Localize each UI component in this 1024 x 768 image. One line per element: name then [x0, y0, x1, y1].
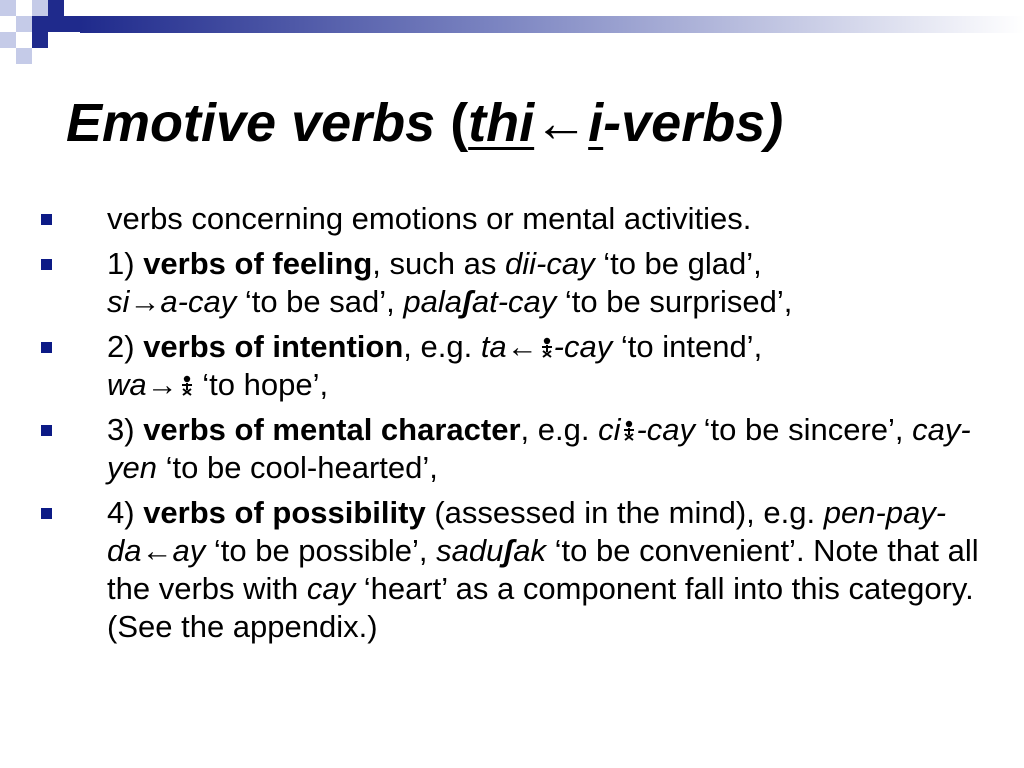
- bullet-item-5: [40, 494, 980, 646]
- deco-square: [48, 16, 64, 32]
- example-word-part: si: [107, 284, 130, 319]
- square-bullet-icon: [41, 425, 52, 436]
- example-word-part: a-cay: [160, 284, 237, 319]
- gloss-text: ‘heart’ as a component fall into this category. (See the appendix.): [107, 571, 974, 644]
- left-arrow-icon: ←: [506, 329, 538, 364]
- special-glyph-icon: ʃ: [461, 284, 472, 319]
- bullet-heading: verbs of intention: [143, 329, 404, 364]
- special-symbol-icon: [620, 420, 636, 442]
- example-word: [436, 533, 546, 568]
- deco-square: [0, 0, 16, 16]
- gloss-text: ‘to be convenient’. Note that all the verbs with: [107, 533, 979, 606]
- example-word: [481, 329, 612, 364]
- example-word: [403, 284, 556, 319]
- bullet-text: , e.g.: [520, 412, 599, 447]
- deco-square: [16, 48, 32, 64]
- bullet-list: [40, 200, 980, 653]
- deco-square: [64, 16, 80, 32]
- square-bullet-icon: [41, 259, 52, 270]
- bullet-number: 3): [107, 412, 144, 447]
- header-decoration: [0, 0, 1024, 64]
- gloss-text: ‘to be sad’,: [236, 284, 404, 319]
- bullet-item-1: [40, 200, 980, 238]
- example-word-part: ay: [172, 533, 206, 568]
- right-arrow-icon: →: [129, 284, 161, 319]
- bullet-item-2: [40, 245, 980, 321]
- right-arrow-icon: →: [146, 367, 178, 402]
- title-paren: (: [450, 93, 469, 153]
- gloss-text: ‘to hope’,: [193, 367, 329, 402]
- special-glyph-icon: ʃ: [503, 533, 514, 568]
- example-word-part: sadu: [436, 533, 504, 568]
- special-symbol-icon: [178, 375, 194, 397]
- example-word-part: at-cay: [471, 284, 557, 319]
- example-word: dii-cay: [504, 246, 595, 281]
- gloss-text: ‘to be sincere’,: [695, 412, 913, 447]
- example-word-part: pala: [403, 284, 462, 319]
- bullet-text: (assessed in the mind), e.g.: [425, 495, 824, 530]
- bullet-heading: verbs of feeling: [143, 246, 373, 281]
- example-word: [107, 284, 236, 319]
- example-word-part: wa: [107, 367, 147, 402]
- bullet-heading: verbs of possibility: [143, 495, 426, 530]
- title-term-part: thi: [468, 93, 535, 153]
- bullet-number: 4): [107, 495, 144, 530]
- title-term: [468, 93, 603, 153]
- square-bullet-icon: [41, 508, 52, 519]
- left-arrow-icon: ←: [141, 533, 173, 568]
- deco-square: [32, 16, 48, 32]
- gloss-text: ‘to be possible’,: [205, 533, 437, 568]
- title-rest: -verbs): [603, 93, 784, 153]
- deco-square: [16, 16, 32, 32]
- deco-square: [48, 0, 64, 16]
- bullet-text: , such as: [372, 246, 505, 281]
- deco-square: [32, 0, 48, 16]
- gloss-text: ‘to be glad’,: [594, 246, 762, 281]
- gradient-bar: [80, 16, 1024, 33]
- example-word-part: pen-pay-da: [107, 495, 947, 568]
- example-word-part: -cay: [636, 412, 696, 447]
- example-word: cay-yen: [107, 412, 971, 485]
- left-arrow-icon: ←: [534, 93, 589, 153]
- bullet-text: verbs concerning emotions or mental activities.: [107, 201, 752, 236]
- example-word-part: ci: [598, 412, 621, 447]
- bullet-item-4: [40, 411, 980, 487]
- deco-square: [32, 32, 48, 48]
- bullet-text: , e.g.: [403, 329, 481, 364]
- title-main: Emotive verbs: [66, 93, 436, 153]
- special-symbol-icon: [538, 337, 554, 359]
- bullet-number: 1): [107, 246, 144, 281]
- example-word: [107, 367, 194, 402]
- bullet-item-3: [40, 328, 980, 404]
- gloss-text: ‘to be cool-hearted’,: [156, 450, 438, 485]
- example-word-part: ak: [513, 533, 547, 568]
- square-bullet-icon: [41, 214, 52, 225]
- slide-title: [66, 92, 783, 154]
- gloss-text: ‘to intend’,: [612, 329, 763, 364]
- bullet-number: 2): [107, 329, 144, 364]
- deco-square: [0, 32, 16, 48]
- gloss-text: ‘to be surprised’,: [556, 284, 793, 319]
- example-word-part: ta: [480, 329, 507, 364]
- example-word: cay: [306, 571, 356, 606]
- title-term-part: i: [588, 93, 604, 153]
- bullet-heading: verbs of mental character: [143, 412, 521, 447]
- example-word-part: -cay: [553, 329, 613, 364]
- example-word: [598, 412, 695, 447]
- square-bullet-icon: [41, 342, 52, 353]
